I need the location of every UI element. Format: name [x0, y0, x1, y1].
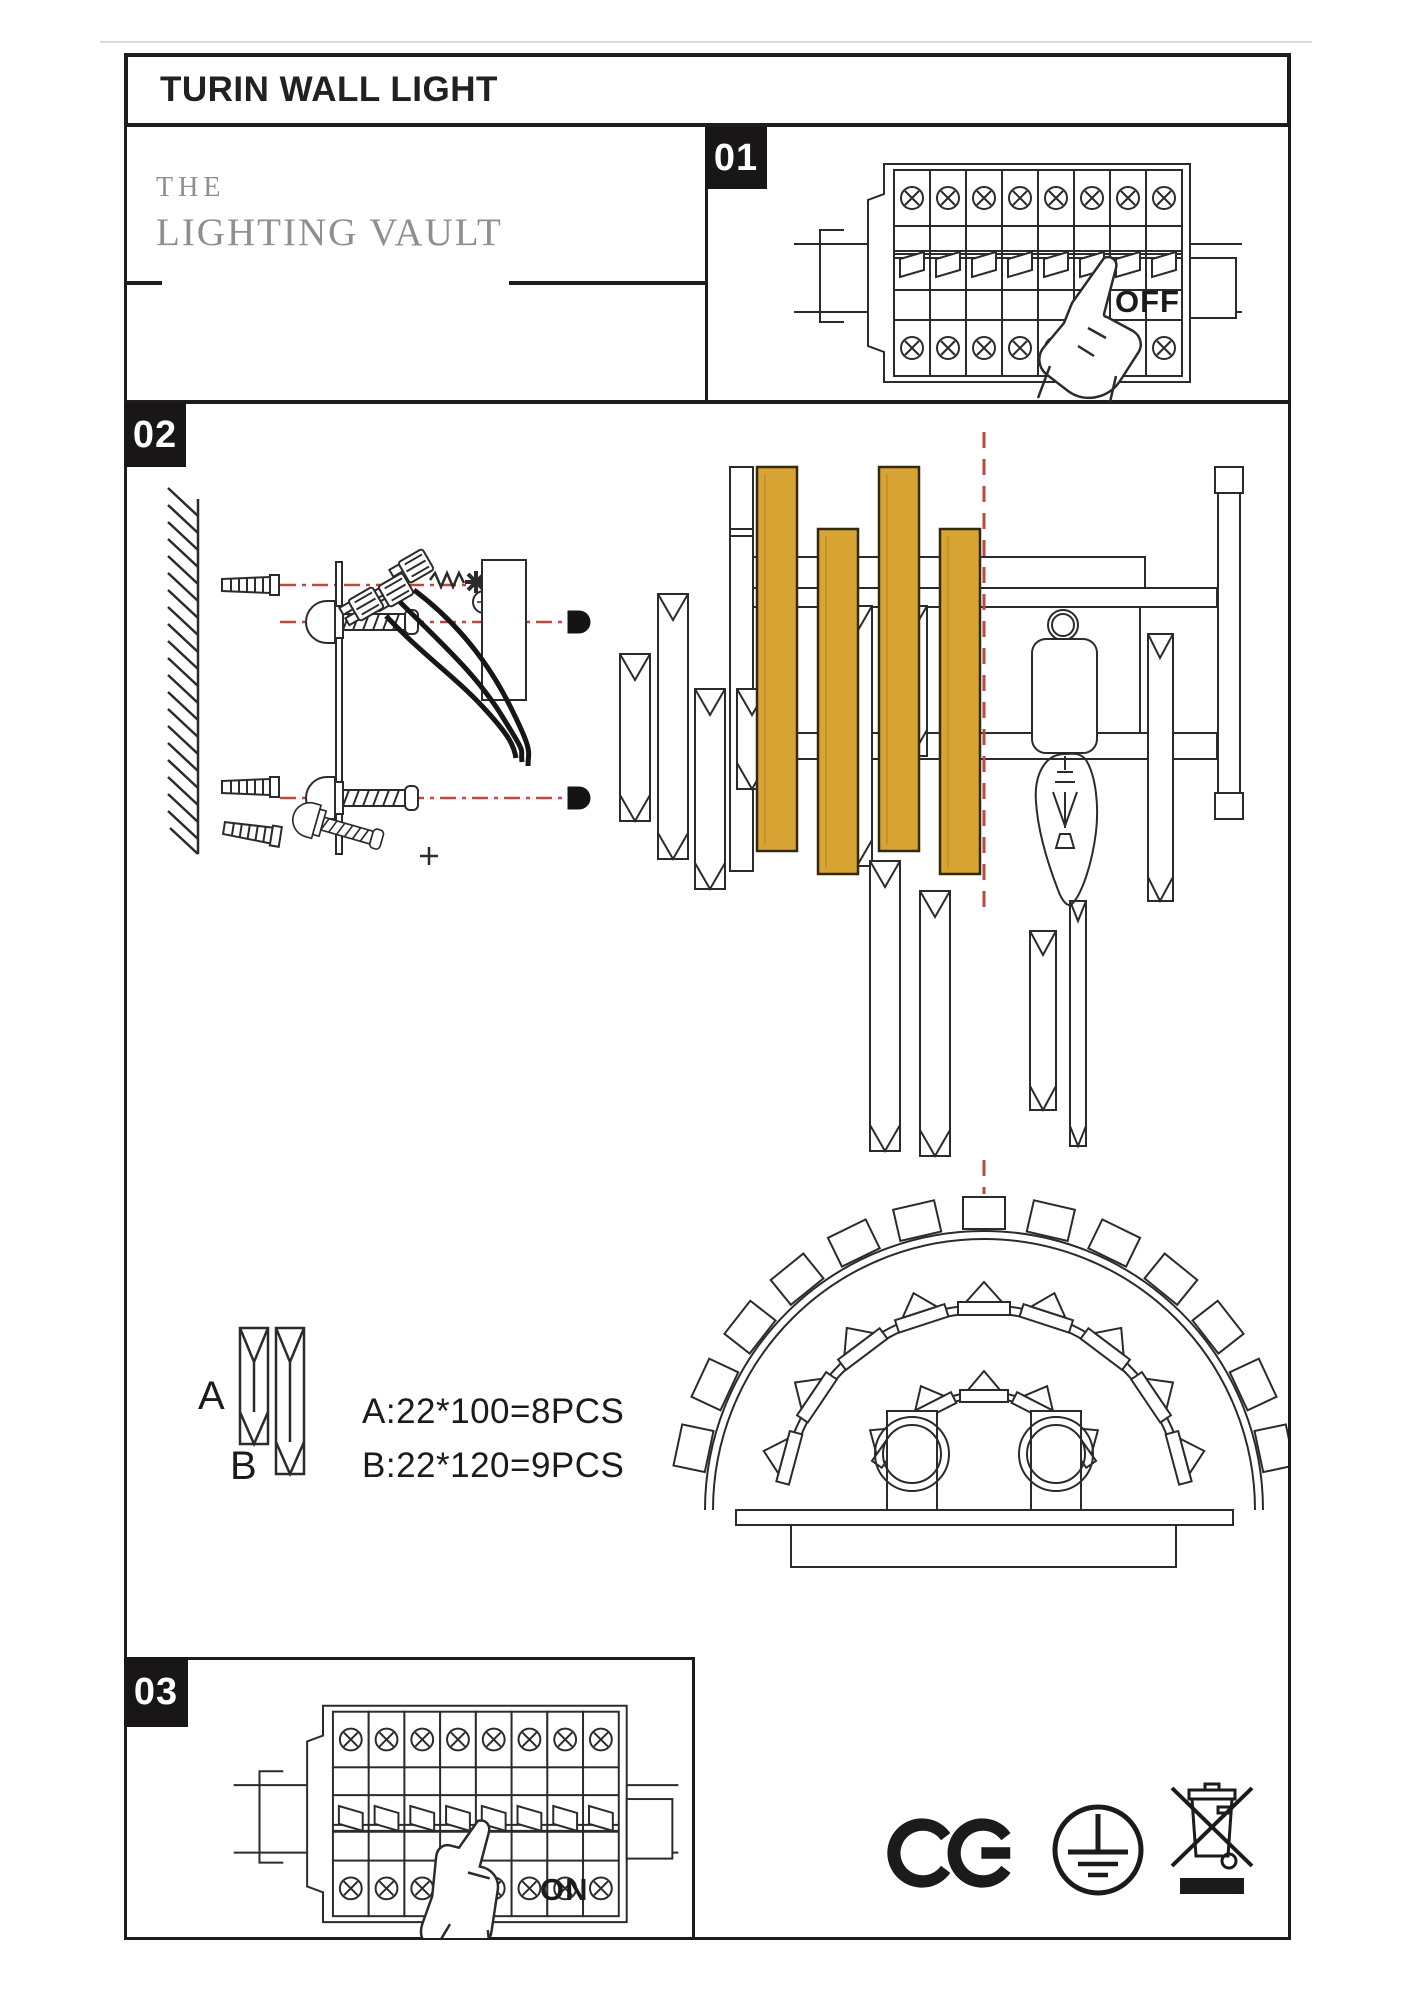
bracket-plate	[482, 560, 526, 700]
step-badge-03	[124, 1657, 188, 1727]
wall-hatch	[168, 488, 198, 854]
installation-diagram	[124, 404, 1288, 1657]
brand-line-2: LIGHTING VAULT	[156, 211, 503, 254]
brand-logo	[156, 172, 503, 255]
wall-anchor	[222, 818, 281, 847]
step03-panel-right	[692, 1657, 695, 1940]
fixture-top-view	[673, 1197, 1288, 1567]
title-bar	[124, 53, 1291, 127]
step-badge-01	[705, 127, 767, 189]
candle-bulb	[1036, 754, 1097, 905]
lamp-socket	[1032, 639, 1097, 753]
step-number-03: 03	[133, 1670, 179, 1713]
step-number-02: 02	[132, 413, 178, 456]
legend-label-a: A	[198, 1374, 225, 1418]
wall-anchor	[222, 575, 279, 595]
fixture-front-view	[620, 467, 1243, 1156]
legend-spec-b: B:22*120=9PCS	[362, 1446, 625, 1485]
page-title: TURIN WALL LIGHT	[160, 70, 498, 109]
breaker-off-diagram	[788, 132, 1248, 404]
switch-state-label-off: OFF	[1115, 284, 1180, 319]
print-crop-hairline	[100, 41, 1312, 43]
legend-spec-a: A:22*100=8PCS	[362, 1392, 625, 1431]
breaker-on-diagram	[226, 1674, 686, 1938]
step03-panel-top	[124, 1657, 695, 1660]
step-badge-02	[124, 403, 186, 467]
switch-state-label-on: ON	[540, 1872, 589, 1907]
step-number-01: 01	[713, 136, 759, 179]
logo-rule-right	[509, 281, 705, 285]
protective-earth-icon	[1050, 1802, 1146, 1898]
cap-nut	[568, 787, 590, 809]
ce-mark-icon	[884, 1810, 1016, 1896]
brand-line-1: THE	[156, 172, 226, 203]
cap-nut	[568, 611, 590, 633]
logo-rule-left	[124, 281, 162, 285]
wall-anchor	[222, 777, 279, 797]
target-cross	[420, 847, 438, 865]
legend-label-b: B	[230, 1444, 257, 1488]
weee-crossed-bin-icon	[1168, 1780, 1256, 1898]
